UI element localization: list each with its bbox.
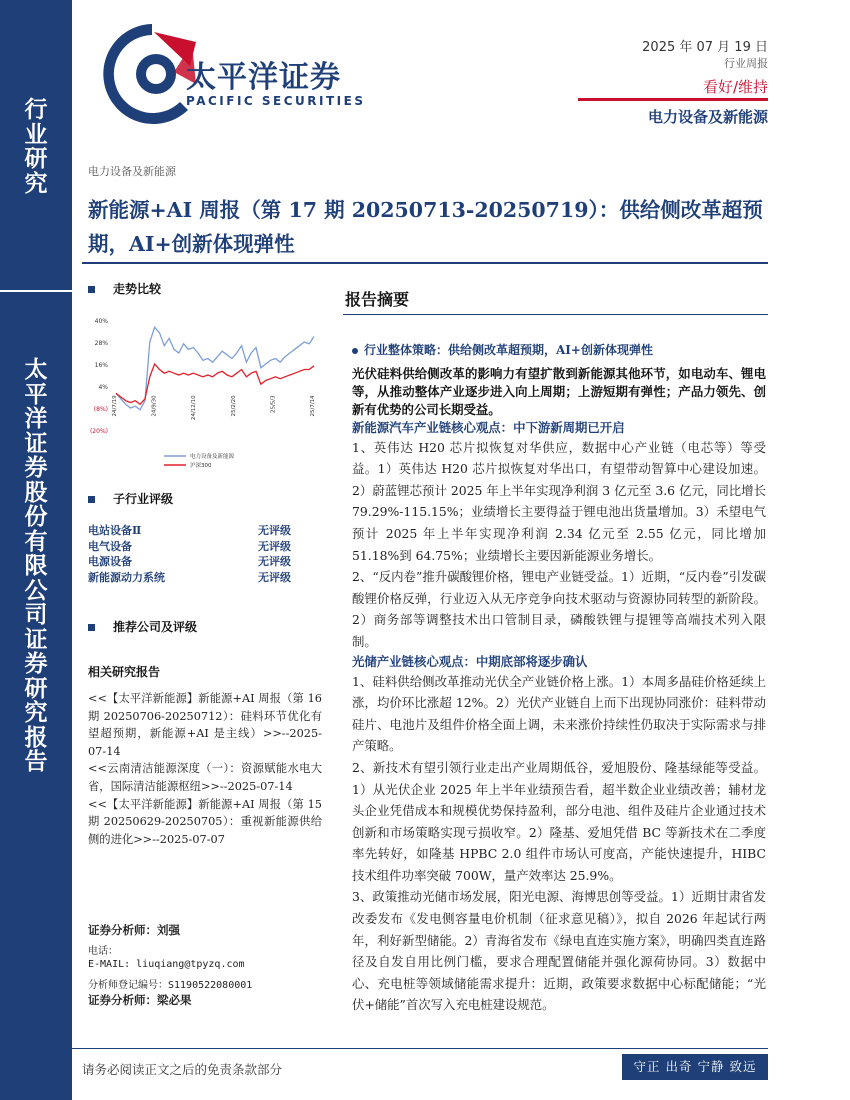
analyst-name-2: 证券分析师：梁必果: [88, 993, 192, 1007]
y-tick-label: 40%: [94, 318, 108, 325]
industry-rating: 看好/维持: [702, 78, 768, 96]
y-tick-label: 4%: [98, 384, 108, 391]
x-tick-label: 25/2/20: [230, 395, 237, 417]
legend-label: 沪深300: [190, 463, 212, 469]
sidebar-company-name: 太 平 洋 证 券 股 份 有 限 公 司 证 券 研 究 报 告: [24, 357, 48, 775]
logo-english-name: PACIFIC SECURITIES: [186, 94, 366, 108]
footer-rule: [72, 1048, 768, 1049]
report-title: 新能源+AI 周报（第 17 期 20250713-20250719）：供给侧改革超预期，AI+创新体现弹性: [88, 198, 763, 256]
abstract-body: [352, 340, 766, 1016]
sub-rating-list: [88, 523, 318, 585]
body-paragraph: 1、英伟达 H20 芯片拟恢复对华供应，数据中心产业链（电芯等）等受益。1）英伟达 H20 芯片拟恢复对华出口，有望带动智算中心建设加速。2）蔚蓝锂芯预计 2025 年上半年实现净利润 3 亿元至 3.6 亿元，同比增长 79.29%-115.15%；业绩增长主要得益于锂电池出货量增加。3）禾望电气预计 2025 年上半年实现净利润 2.34 亿元至 2.55 亿元，同比增加 51.18%到 64.75%；业绩增长主要因新能源业务增长。: [352, 439, 766, 563]
related-report-item[interactable]: <<云南清洁能源深度（一）：资源赋能水电大省，国际清洁能源枢纽>>--2025-07-14: [88, 762, 322, 793]
x-tick-label: 24/12/10: [191, 395, 198, 421]
abstract-rule: [343, 314, 768, 315]
topic-label: 电力设备及新能源: [88, 165, 176, 178]
company-motto: 守正 出奇 宁静 致远: [622, 1054, 768, 1080]
sub-rating-row: 电站设备Ⅱ 无评级: [88, 524, 291, 537]
strategy-bullet: 行业整体策略：供给侧改革超预期，AI+创新体现弹性: [352, 340, 766, 362]
title-rule: [82, 262, 768, 264]
body-paragraph: 1、硅料供给侧改革推动光伏全产业链价格上涨。1）本周多晶硅价格延续上涨，均价环比涨超 12%。2）光伏产业链自上而下出现协同涨价：硅料带动硅片、电池片及组件价格全面上调，未来涨价持续性仍取决于实际需求与排产策略。: [352, 673, 766, 754]
sub-rating-row: 新能源动力系统 无评级: [88, 570, 291, 584]
sub-rating-heading: 子行业评级: [88, 490, 173, 507]
x-tick-label: 25/7/14: [310, 395, 316, 417]
sub-rating-row: 电气设备 无评级: [88, 539, 291, 553]
sidebar-industry-research: 行 业 研 究: [24, 97, 48, 197]
recommend-heading: 推荐公司及评级: [88, 618, 197, 635]
strategy-summary: 光伏硅料供给侧改革的影响力有望扩散到新能源其他环节，如电动车、锂电等，从推动整体产业逐步进入向上周期；上游短期有弹性；产品力领先、创新有优势的公司长期受益。: [352, 365, 766, 417]
x-tick-label: 25/5/3: [270, 395, 277, 414]
header-red-rule: [578, 98, 768, 101]
y-tick-label: 16%: [94, 362, 108, 369]
x-tick-label: 24/7/19: [112, 395, 118, 417]
x-tick-label: 24/9/30: [151, 395, 158, 417]
y-tick-label: (20%): [89, 428, 108, 435]
sub-rating-row: 电源设备 无评级: [88, 555, 291, 568]
related-report-item[interactable]: <<【太平洋新能源】新能源+AI 周报（第 15 期 20250629-20250705）：重视新能源供给侧的进化>>--2025-07-07: [88, 797, 322, 846]
abstract-heading: 报告摘要: [345, 290, 410, 309]
disclaimer-note: 请务必阅读正文之后的免责条款部分: [82, 1062, 283, 1077]
report-type: 行业周报: [724, 57, 768, 70]
report-date: 2025 年 07 月 19 日: [642, 40, 768, 55]
square-bullet-icon: [88, 624, 95, 631]
y-tick-label: (8%): [93, 406, 108, 413]
analyst-phone: 电话：: [88, 946, 118, 957]
related-reports-heading: 相关研究报告: [88, 665, 161, 679]
legend-label: 电力设备及新能源: [190, 454, 235, 460]
pv-storage-heading: 光储产业链核心观点：中期底部将逐步确认: [352, 653, 588, 669]
related-report-item[interactable]: <<【太平洋新能源】新能源+AI 周报（第 16 期 20250706-20250712）：硅料环节优化有望超预期，新能源+AI 是主线）>>--2025-07-14: [88, 692, 322, 758]
bullet-dot-icon: [352, 348, 358, 354]
related-reports-list: [88, 690, 322, 848]
body-paragraph: 2、“反内卷”推升碳酸锂价格，锂电产业链受益。1）近期，“反内卷”引发碳酸锂价格反弹，行业迈入从无序竞争向技术驱动与资源协同转型的新阶段。2）商务部等调整技术出口管制目录，磷酸铁锂与提锂等高端技术列入限制。: [352, 569, 766, 649]
y-tick-label: 28%: [94, 340, 108, 347]
logo-chinese-name: 太平洋证券: [186, 60, 341, 95]
sector-name: 电力设备及新能源: [647, 108, 768, 126]
square-bullet-icon: [88, 286, 95, 293]
body-paragraph: 3、政策推动光储市场发展，阳光电源、海博思创等受益。1）近期甘肃省发改委发布《发电侧容量电价机制（征求意见稿）》，拟自 2026 年起试行两年，利好新型储能。2）青海省发布《绿电直连实施方案》，明确四类直连路径及自发自用比例门槛，要求合理配置储能并强化源荷协同。3）数据中心、充电桩等领域储能需求提升：近期，政策要求数据中心标配储能；“光伏+储能”首次写入充电桩建设规范。: [352, 889, 766, 1013]
trend-chart: [86, 310, 326, 480]
analyst-email[interactable]: E-MAIL: liuqiang@tpyzq.com: [88, 959, 245, 970]
analyst-reg-number: 分析师登记编号：S1190522080001: [88, 980, 253, 991]
series-line: [116, 364, 314, 404]
analyst-name-1: 证券分析师：刘强: [88, 923, 180, 937]
body-paragraph: 2、新技术有望引领行业走出产业周期低谷，爱旭股份、隆基绿能等受益。1）从光伏企业 2025 年上半年业绩预告看，超半数企业业绩改善；辅材龙头企业凭借成本和规模优势保持盈利，部分电池、组件及硅片企业通过技术创新和市场策略实现亏损收窄。2）隆基、爱旭凭借 BC 等新技术在二季度率先转好，如隆基 HPBC 2.0 组件市场认可度高，产能快速提升，HIBC 技术组件功率突破 700W，量产效率达 25.9%。: [352, 759, 766, 883]
sidebar: [0, 0, 72, 1100]
ev-chain-heading: 新能源汽车产业链核心观点：中下游新周期已开启: [352, 419, 625, 435]
sidebar-divider: [0, 290, 72, 292]
square-bullet-icon: [88, 496, 95, 503]
trend-section-heading: 走势比较: [88, 280, 161, 297]
